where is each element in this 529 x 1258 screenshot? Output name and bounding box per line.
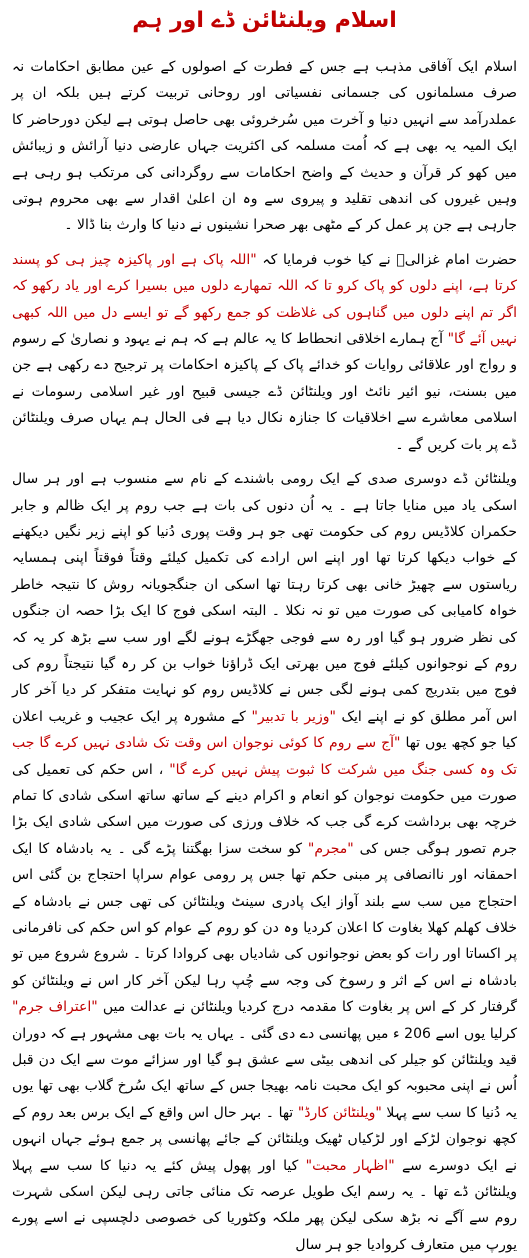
article-paragraph-2: [12, 247, 517, 458]
ghazali-quote: "اللہ پاک ہے اور پاکیزہ چیز ہی کو پسند کرتا ہے، اپنے دلوں کو پاک کرو تا کہ اللہ تمھارے دلوں میں بسیرا کرے اور یاد رکھو کہ اگر تم اپنے دلوں میں گناہوں کی غلاظت کو جمع رکھو گے تو ایسے دل میں اللہ کبھی نہیں آئے گا": [12, 251, 517, 348]
paragraph-3-text-g: کیا اور پھول پیش کئے یہ دنیا کا سب سے پہلا ویلنٹائن ڈے تھا ۔ یہ رسم ایک طویل عرصہ تک منائی جاتی رہی لیکن اسکی شہرت روم سے آگے نہ بڑھ سکی لیکن پھر ملکہ وکٹوریا کی خصوصی دلچسپی نے اسے پورے یورپ میں متعارف کروادیا جو ہر سال: [12, 1157, 517, 1253]
paragraph-3-text-d: کو سخت سزا بھگتنا پڑے گی ۔ یہ بادشاہ کا ایک احمقانہ اور ناانصافی پر مبنی حکم تھا جس پر رومی عوام سراپا احتجاج بن گئی اس احتجاج میں سب سے بلند آواز ایک پادری سینٹ ویلنٹائن کی تھی جس نے بادشاہ کے خلاف کھلم کھلا بغاوت کا اعلان کردیا وہ دن کو روم کے عوام کو اس حکم کی نافرمانی پر اکساتا اور رات کو بعض نوجوانوں کی شادیاں بھی کروادا کرتا ۔ شروع شروع میں تو بادشاہ نے اس کے اثر و رسوخ کی وجہ سے چُپ رہا لیکن آخر کار اس نے ویلنٹائن کو گرفتار کر کے اس پر بغاوت کا مقدمہ درج کردیا ویلنٹائن نے عدالت میں: [12, 840, 517, 1016]
valentine-card-phrase: "ویلنٹائن کارڈ": [297, 1104, 382, 1121]
paragraph-1-text: اسلام ایک آفاقی مذہب ہے جس کے فطرت کے اصولوں کے عین مطابق احکامات نہ صرف مسلمانوں کی جسمانی نفسیاتی اور روحانی تربیت کرتے ہیں بلکہ ان پر عملدرآمد سے انہیں دنیا و آخرت میں سُرخروئی بھی حاصل ہوتی ہے لیکن دورحاضر کا ایک المیہ یہ بھی ہے کہ اُمت مسلمہ کی اکثریت جہاں عارضی دنیا آرائش و زیبائش میں کھو کر قرآن و حدیث کے واضح احکامات سے روگردانی کی مرتکب ہو رہی ہے وہیں غیروں کی اندھی تقلید و پیروی سے وہ ان اعلیٰ اقدار سے بھی محروم ہوتی جارہی ہے جن پر عمل کر کے مٹھی بھر صحرا نشینوں نے دنیا کا وارث بنا ڈالا ۔: [12, 59, 517, 234]
article-paragraph-3: [12, 466, 517, 1258]
love-expression-phrase: "اظہار محبت": [305, 1157, 395, 1174]
confession-phrase: "اعتراف جرم": [12, 999, 98, 1016]
paragraph-3-text-c: ، اس حکم کی تعمیل کی صورت میں حکومت نوجوان کو انعام و اکرام دینے کے ساتھ ساتھ اسکی شادی کا تمام خرچہ بھی برداشت کرے گی جب کہ خلاف ورزی کی صورت میں اسکی شادی ایک بڑا جرم تصور ہوگی جس کی: [12, 761, 517, 857]
paragraph-3-text-b: کے مشورہ پر ایک عجیب و غریب اعلان کیا جو کچھ یوں تھا: [12, 708, 517, 752]
article-title: اسلام ویلنٹائن ڈے اور ہم: [132, 8, 397, 33]
article-paragraph-1: [12, 54, 517, 239]
paragraph-3-text-e: کرلیا یوں اسے 206 ء میں پھانسی دے دی گئی ۔ یہاں یہ بات بھی مشہور ہے کہ دوران قید ویلنٹائن کو جیلر کی اندھی بیٹی سے عشق ہو گیا اور سزائے موت سے ایک دن قبل اُس نے اپنی محبوبہ کو ایک محبت نامہ بھیجا جس کے ساتھ ایک سُرخ گلاب بھی تھا یوں یہ دُنیا کا سب سے پہلا: [12, 1025, 517, 1121]
paragraph-3-text-a: ویلنٹائن ڈے دوسری صدی کے ایک رومی باشندے کے نام سے منسوب ہے اور ہر سال اسکی یاد میں منایا جاتا ہے ۔ یہ اُن دنوں کی بات ہے جب روم پر ایک ظالم و جابر حکمران کلاڈیس روم کی حکومت تھی جو ہر وقت پوری دُنیا کو اپنے زیر نگیں دیکھنے کے خواب دیکھا کرتا تھا اور اپنے اس ارادے کی تکمیل کیلئے وقتاً فوقتاً اپنی ہمسایہ ریاستوں سے چھیڑ خانی بھی کرتا رہتا تھا اسکی ان جنگجویانہ روش کا نتیجہ خاطر خواہ کامیابی کی صورت میں تو نہ نکلا ۔ البتہ اسکی فوج کا ایک بڑا حصہ ان جنگوں کی نظر ضرور ہو گیا اور رہ سے فوجی جھگڑے ہونے لگے اور سب سے بڑھ کر یہ کہ روم کے نوجوانوں کیلئے فوج میں بھرتی ایک ڈراؤنا خواب بن کر رہ گیا نتیجتاً روم کی فوج میں بتدریج کمی ہونے لگی جس نے کلاڈیس روم کو نہایت متفکر کر دیا آخر کار اس آمر مطلق کو نے اپنے ایک: [12, 471, 517, 725]
royal-decree-quote: "آج سے روم کا کوئی نوجوان اس وقت تک شادی نہیں کرے گا جب تک وہ کسی جنگ میں شرکت کا ثبوت پیش نہیں کرے گا": [12, 735, 517, 778]
paragraph-2-text-intro: حضرت امام غزالیؒ نے کیا خوب فرمایا کہ: [256, 251, 517, 268]
wazir-phrase: "وزیر با تدبیر": [251, 708, 336, 725]
paragraph-3-text-f: تھا ۔ بہر حال اس واقع کے ایک برس بعد روم کے کچھ نوجوان لڑکے اور لڑکیاں ٹھیک ویلنٹائن کے جائے پھانسی پر جمع ہوئے جہاں انہوں نے ایک دوسرے سے: [12, 1104, 517, 1174]
paragraph-2-text-body: آج ہمارے اخلاقی انحطاط کا یہ عالم ہے کہ ہم نے یہود و نصاریٰ کے رسوم و رواج اور علاقائی روایات کو خدائے پاک کے پاکیزہ احکامات پر ترجیح دے رکھی ہے جن میں بسنت، نیو ائیر نائٹ اور ویلنٹائن ڈے جیسی قبیح اور غیر اسلامی رسومات نے اسلامی معاشرے سے اخلاقیات کا جنازہ نکال دیا ہے فی الحال ہم یہاں صرف ویلنٹائن ڈے پر بات کریں گے ۔: [12, 331, 517, 453]
mujrim-phrase: "مجرم": [307, 840, 354, 857]
